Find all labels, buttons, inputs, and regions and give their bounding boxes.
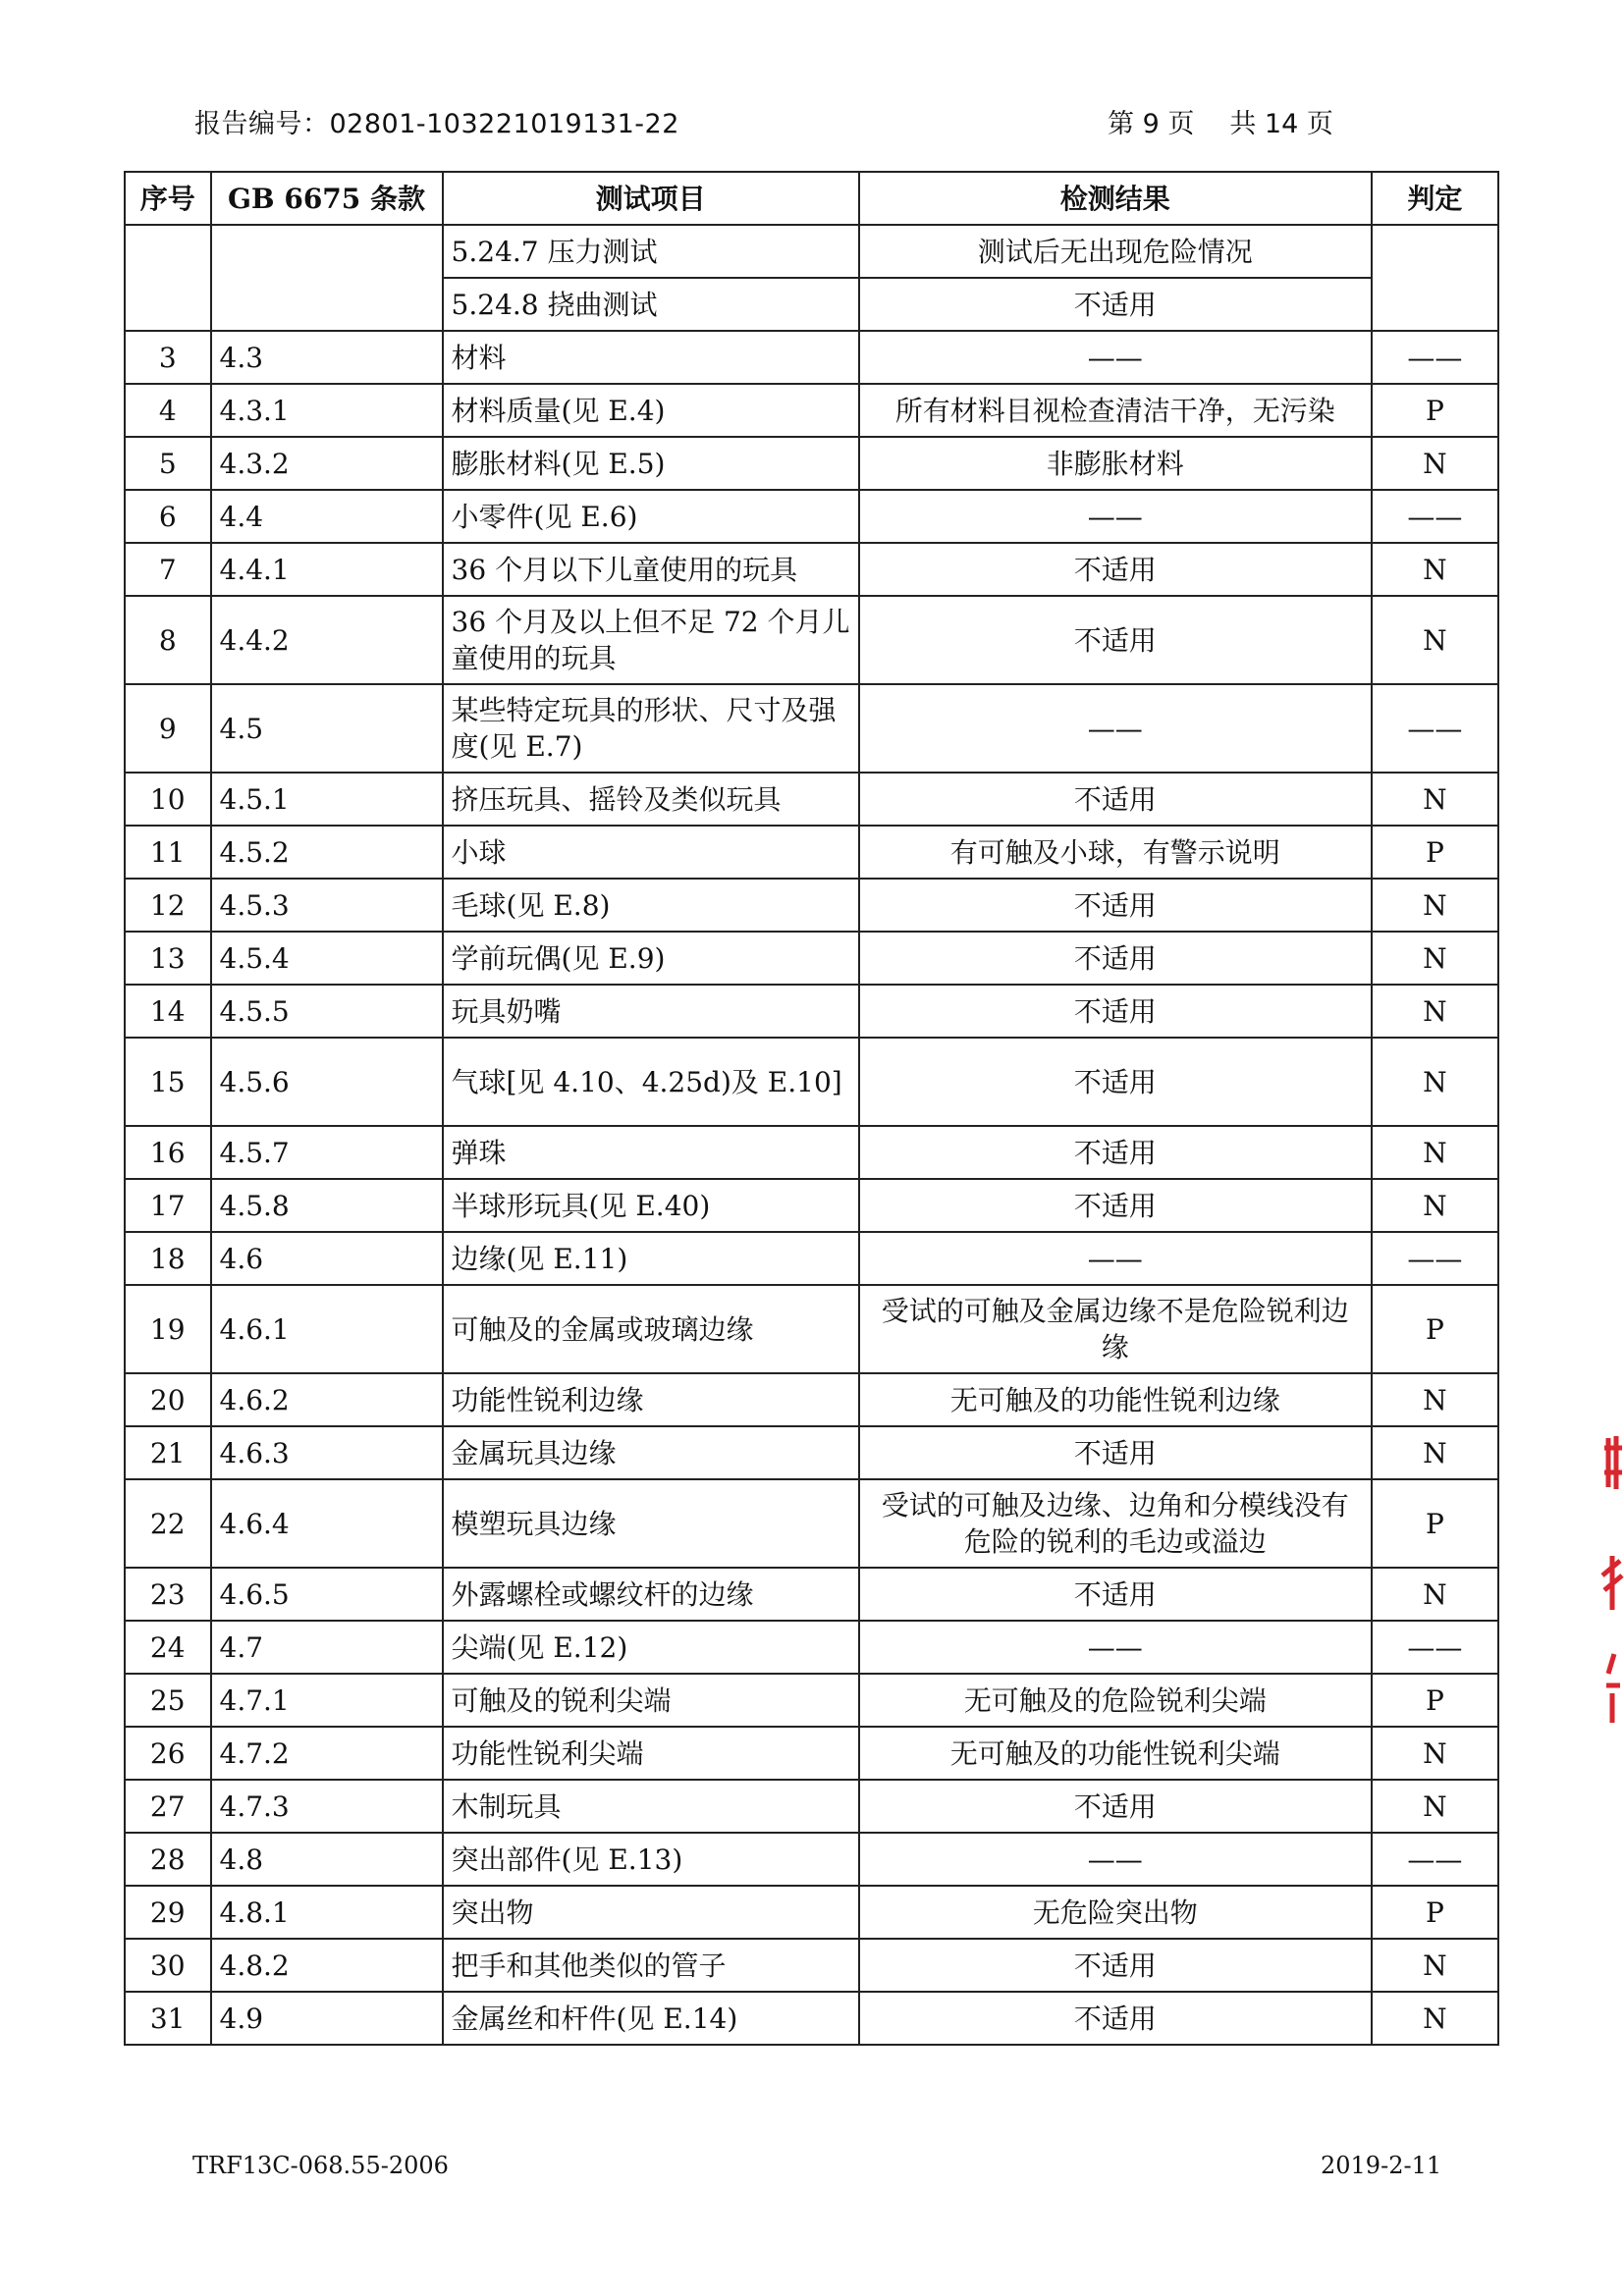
table-row	[125, 1886, 1498, 1939]
cell-clause: 4.6.4	[211, 1479, 443, 1568]
cell-verdict: ——	[1372, 1833, 1498, 1886]
cell-result: ——	[859, 490, 1372, 543]
cell-clause: 4.4	[211, 490, 443, 543]
cell-verdict: P	[1372, 826, 1498, 879]
cell-result: ——	[859, 1621, 1372, 1674]
cell-verdict: N	[1372, 773, 1498, 826]
cell-result: 无可触及的危险锐利尖端	[859, 1674, 1372, 1727]
cell-verdict: N	[1372, 1780, 1498, 1833]
table-row	[125, 684, 1498, 773]
cell-verdict: N	[1372, 437, 1498, 490]
cell-verdict: ——	[1372, 684, 1498, 773]
cell-verdict: N	[1372, 1126, 1498, 1179]
table-row	[125, 1285, 1498, 1373]
cell-clause	[211, 225, 443, 331]
cell-no: 29	[125, 1886, 211, 1939]
table-row	[125, 384, 1498, 437]
cell-verdict: N	[1372, 1727, 1498, 1780]
column-header-no: 序号	[125, 172, 211, 225]
cell-no: 24	[125, 1621, 211, 1674]
cell-item: 材料质量(见 E.4)	[443, 384, 859, 437]
cell-result: 不适用	[859, 985, 1372, 1038]
cell-result: 不适用	[859, 1939, 1372, 1992]
table-row	[125, 1992, 1498, 2045]
table-row	[125, 1621, 1498, 1674]
cell-clause: 4.6.2	[211, 1373, 443, 1426]
cell-verdict: N	[1372, 1568, 1498, 1621]
cell-verdict: ——	[1372, 490, 1498, 543]
cell-item: 可触及的锐利尖端	[443, 1674, 859, 1727]
cell-no: 11	[125, 826, 211, 879]
table-row	[125, 1727, 1498, 1780]
cell-clause: 4.3.2	[211, 437, 443, 490]
table-row	[125, 490, 1498, 543]
cell-verdict: ——	[1372, 1232, 1498, 1285]
cell-clause: 4.4.1	[211, 543, 443, 596]
cell-clause: 4.5.6	[211, 1038, 443, 1126]
cell-item: 气球[见 4.10、4.25d)及 E.10]	[443, 1038, 859, 1126]
footer-date: 2019-2-11	[1321, 2152, 1442, 2179]
cell-no	[125, 225, 211, 331]
cell-result: ——	[859, 1833, 1372, 1886]
cell-result: 不适用	[859, 1568, 1372, 1621]
cell-verdict: N	[1372, 932, 1498, 985]
cell-no: 8	[125, 596, 211, 684]
cell-clause: 4.6	[211, 1232, 443, 1285]
cell-result: 不适用	[859, 1038, 1372, 1126]
cell-clause: 4.8.1	[211, 1886, 443, 1939]
cell-clause: 4.4.2	[211, 596, 443, 684]
table-row	[125, 985, 1498, 1038]
cell-result: 所有材料目视检查清洁干净，无污染	[859, 384, 1372, 437]
cell-item: 把手和其他类似的管子	[443, 1939, 859, 1992]
cell-item: 突出物	[443, 1886, 859, 1939]
cell-verdict: N	[1372, 1939, 1498, 1992]
page-number: 第 9 页	[1108, 109, 1195, 139]
column-header-verdict: 判定	[1372, 172, 1498, 225]
cell-clause: 4.7	[211, 1621, 443, 1674]
cell-no: 21	[125, 1426, 211, 1479]
table-row	[125, 1939, 1498, 1992]
cell-item: 功能性锐利边缘	[443, 1373, 859, 1426]
cell-result: ——	[859, 1232, 1372, 1285]
table-header-row	[125, 172, 1498, 225]
table-row	[125, 1038, 1498, 1126]
cell-clause: 4.5.1	[211, 773, 443, 826]
cell-item: 弹珠	[443, 1126, 859, 1179]
cell-result: 非膨胀材料	[859, 437, 1372, 490]
table-row	[125, 932, 1498, 985]
cell-item: 5.24.7 压力测试	[443, 225, 859, 278]
cell-no: 26	[125, 1727, 211, 1780]
cell-verdict: N	[1372, 596, 1498, 684]
cell-no: 30	[125, 1939, 211, 1992]
cell-verdict: ——	[1372, 331, 1498, 384]
cell-result: 不适用	[859, 1426, 1372, 1479]
cell-no: 10	[125, 773, 211, 826]
cell-verdict: N	[1372, 985, 1498, 1038]
cell-no: 25	[125, 1674, 211, 1727]
cell-no: 18	[125, 1232, 211, 1285]
cell-item: 小零件(见 E.6)	[443, 490, 859, 543]
cell-item: 膨胀材料(见 E.5)	[443, 437, 859, 490]
cell-verdict: N	[1372, 1992, 1498, 2045]
cell-no: 22	[125, 1479, 211, 1568]
cell-clause: 4.3.1	[211, 384, 443, 437]
cell-item: 学前玩偶(见 E.9)	[443, 932, 859, 985]
cell-no: 13	[125, 932, 211, 985]
page-total: 共 14 页	[1229, 109, 1333, 139]
cell-clause: 4.3	[211, 331, 443, 384]
cell-result: 无可触及的功能性锐利边缘	[859, 1373, 1372, 1426]
cell-result: 不适用	[859, 543, 1372, 596]
cell-no: 31	[125, 1992, 211, 2045]
cell-item: 5.24.8 挠曲测试	[443, 278, 859, 331]
table-row	[125, 773, 1498, 826]
cell-result: 受试的可触及边缘、边角和分模线没有危险的锐利的毛边或溢边	[859, 1479, 1372, 1568]
cell-verdict: P	[1372, 1674, 1498, 1727]
cell-clause: 4.5.5	[211, 985, 443, 1038]
cell-clause: 4.6.3	[211, 1426, 443, 1479]
cell-verdict: P	[1372, 1886, 1498, 1939]
cell-clause: 4.5.7	[211, 1126, 443, 1179]
cell-clause: 4.6.1	[211, 1285, 443, 1373]
cell-clause: 4.5.3	[211, 879, 443, 932]
cell-clause: 4.9	[211, 1992, 443, 2045]
table-row	[125, 225, 1498, 278]
cell-item: 36 个月以下儿童使用的玩具	[443, 543, 859, 596]
cell-no: 23	[125, 1568, 211, 1621]
cell-no: 7	[125, 543, 211, 596]
cell-result: 不适用	[859, 932, 1372, 985]
cell-no: 3	[125, 331, 211, 384]
table-row	[125, 596, 1498, 684]
table-row	[125, 331, 1498, 384]
cell-no: 17	[125, 1179, 211, 1232]
cell-item: 小球	[443, 826, 859, 879]
cell-result: 不适用	[859, 1780, 1372, 1833]
table-row	[125, 1232, 1498, 1285]
cell-no: 12	[125, 879, 211, 932]
table-row	[125, 1479, 1498, 1568]
table-row	[125, 1126, 1498, 1179]
cell-verdict: N	[1372, 1038, 1498, 1126]
table-row	[125, 826, 1498, 879]
cell-no: 4	[125, 384, 211, 437]
cell-verdict: P	[1372, 1479, 1498, 1568]
form-number: TRF13C-068.55-2006	[192, 2152, 449, 2179]
cell-item: 材料	[443, 331, 859, 384]
cell-result: 无危险突出物	[859, 1886, 1372, 1939]
cell-clause: 4.5.2	[211, 826, 443, 879]
cell-no: 28	[125, 1833, 211, 1886]
cell-result: ——	[859, 331, 1372, 384]
table-row	[125, 1780, 1498, 1833]
cell-no: 15	[125, 1038, 211, 1126]
cell-result: 不适用	[859, 1179, 1372, 1232]
table-row	[125, 1426, 1498, 1479]
page-indicator	[1108, 102, 1369, 140]
table-row	[125, 1568, 1498, 1621]
cell-no: 19	[125, 1285, 211, 1373]
cell-clause: 4.5.4	[211, 932, 443, 985]
cell-no: 20	[125, 1373, 211, 1426]
cell-no: 5	[125, 437, 211, 490]
cell-no: 6	[125, 490, 211, 543]
cell-item: 边缘(见 E.11)	[443, 1232, 859, 1285]
cell-clause: 4.7.1	[211, 1674, 443, 1727]
cell-verdict: N	[1372, 1426, 1498, 1479]
cell-item: 金属丝和杆件(见 E.14)	[443, 1992, 859, 2045]
cell-clause: 4.8	[211, 1833, 443, 1886]
column-header-item: 测试项目	[443, 172, 859, 225]
column-header-result: 检测结果	[859, 172, 1372, 225]
cell-no: 14	[125, 985, 211, 1038]
cell-verdict: P	[1372, 384, 1498, 437]
cell-no: 9	[125, 684, 211, 773]
cell-result: 测试后无出现危险情况	[859, 225, 1372, 278]
table-row	[125, 1179, 1498, 1232]
cell-clause: 4.7.3	[211, 1780, 443, 1833]
cell-result: 不适用	[859, 1992, 1372, 2045]
cell-result: 受试的可触及金属边缘不是危险锐利边缘	[859, 1285, 1372, 1373]
table-row	[125, 543, 1498, 596]
cell-result: ——	[859, 684, 1372, 773]
cell-clause: 4.7.2	[211, 1727, 443, 1780]
cell-result: 不适用	[859, 596, 1372, 684]
cell-verdict: P	[1372, 1285, 1498, 1373]
cell-result: 有可触及小球，有警示说明	[859, 826, 1372, 879]
cell-item: 突出部件(见 E.13)	[443, 1833, 859, 1886]
cell-item: 金属玩具边缘	[443, 1426, 859, 1479]
cell-result: 不适用	[859, 773, 1372, 826]
cell-verdict: N	[1372, 879, 1498, 932]
cell-result: 不适用	[859, 278, 1372, 331]
cell-verdict: ——	[1372, 1621, 1498, 1674]
cell-item: 毛球(见 E.8)	[443, 879, 859, 932]
cell-no: 16	[125, 1126, 211, 1179]
cell-result: 不适用	[859, 1126, 1372, 1179]
cell-item: 可触及的金属或玻璃边缘	[443, 1285, 859, 1373]
cell-verdict: N	[1372, 543, 1498, 596]
cell-item: 半球形玩具(见 E.40)	[443, 1179, 859, 1232]
table-row	[125, 1833, 1498, 1886]
cell-item: 挤压玩具、摇铃及类似玩具	[443, 773, 859, 826]
cell-item: 功能性锐利尖端	[443, 1727, 859, 1780]
cell-item: 某些特定玩具的形状、尺寸及强度(见 E.7)	[443, 684, 859, 773]
cell-result: 无可触及的功能性锐利尖端	[859, 1727, 1372, 1780]
table-row	[125, 437, 1498, 490]
cell-result: 不适用	[859, 879, 1372, 932]
cell-item: 尖端(见 E.12)	[443, 1621, 859, 1674]
cell-item: 木制玩具	[443, 1780, 859, 1833]
cell-verdict: N	[1372, 1373, 1498, 1426]
cell-item: 模塑玩具边缘	[443, 1479, 859, 1568]
cell-item: 玩具奶嘴	[443, 985, 859, 1038]
report-number: 报告编号：02801-103221019131-22	[194, 109, 679, 139]
seal-stamp-icon	[1595, 1428, 1624, 1752]
cell-clause: 4.8.2	[211, 1939, 443, 1992]
cell-verdict: N	[1372, 1179, 1498, 1232]
cell-clause: 4.6.5	[211, 1568, 443, 1621]
table-row	[125, 1373, 1498, 1426]
column-header-clause: GB 6675 条款	[211, 172, 443, 225]
table-row	[125, 879, 1498, 932]
cell-clause: 4.5.8	[211, 1179, 443, 1232]
test-results-table	[124, 171, 1499, 2046]
cell-clause: 4.5	[211, 684, 443, 773]
cell-no: 27	[125, 1780, 211, 1833]
table-row	[125, 1674, 1498, 1727]
cell-verdict	[1372, 225, 1498, 331]
cell-item: 36 个月及以上但不足 72 个月儿童使用的玩具	[443, 596, 859, 684]
cell-item: 外露螺栓或螺纹杆的边缘	[443, 1568, 859, 1621]
